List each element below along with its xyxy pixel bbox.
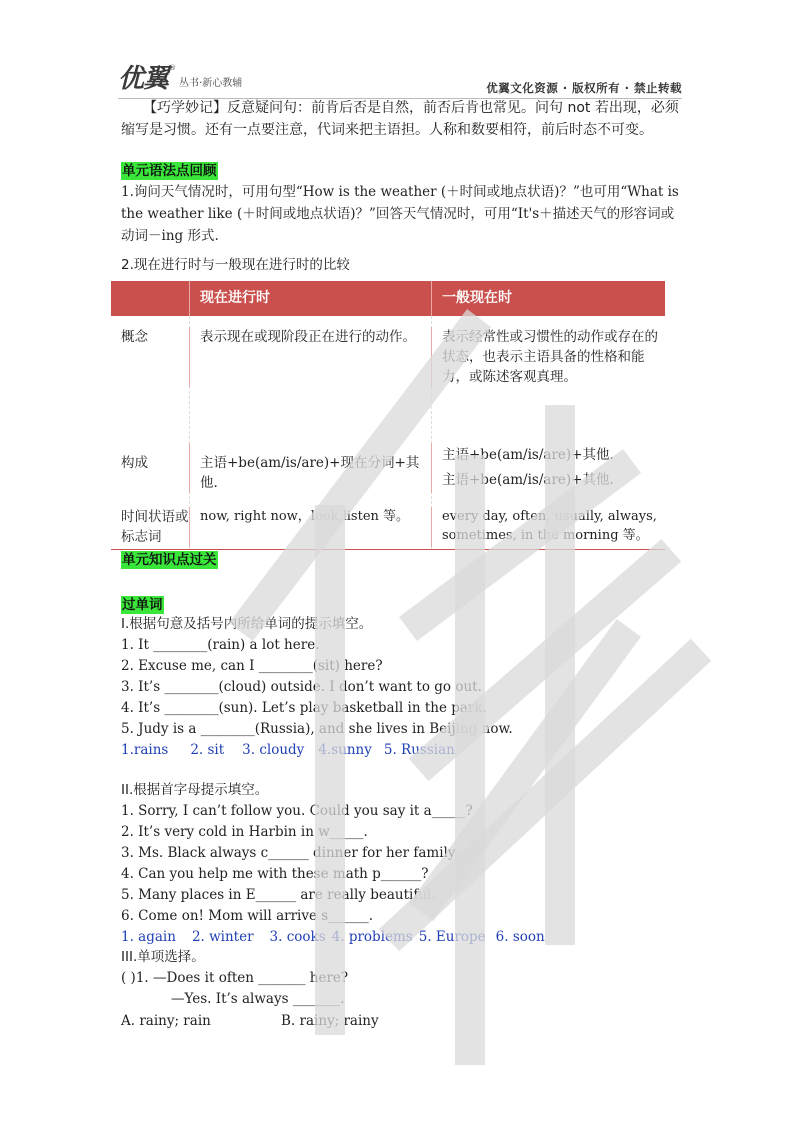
answer: 2. sit: [190, 742, 225, 758]
question-line: ( )1. —Does it often _______ here?: [121, 970, 349, 986]
exercise-item: 1. Sorry, I can’t follow you. Could you say it a_____?: [121, 803, 473, 819]
answer-key: [121, 740, 681, 761]
grammar-heading: 单元语法点回顾: [122, 163, 217, 179]
tense-comparison-table: [111, 281, 665, 545]
exercise-item: 3. It’s ________(cloud) outside. I don’t want to go out.: [121, 679, 482, 695]
cell-continuous-structure: 主语+be(am/is/are)+现在分词+其他.: [189, 443, 431, 493]
answer: 5. Russian: [383, 742, 455, 758]
exercise-part-1: [121, 614, 681, 761]
question-answer-line: —Yes. It’s always _______.: [171, 991, 345, 1007]
answer: 5. Europe: [418, 929, 486, 945]
knowledge-heading: 单元知识点过关: [122, 552, 217, 568]
vocabulary-section: [121, 594, 681, 616]
exercise-item: 4. Can you help me with these math p______?: [121, 866, 429, 882]
answer: 3. cloudy: [242, 742, 305, 758]
exercise-part-2: [121, 780, 681, 948]
cell-continuous-concept: 表示现在或现阶段正在进行的动作。: [189, 327, 431, 387]
exercise-item: 5. Many places in E______ are really beautiful.: [121, 887, 436, 903]
memory-tip: [121, 97, 681, 141]
row-label-time-markers: 时间状语或标志词: [121, 509, 189, 545]
exercise-item: 1. It ________(rain) a lot here.: [121, 637, 320, 653]
table-header-row: [111, 281, 665, 316]
answer: 2. winter: [191, 929, 254, 945]
cell-simple-concept: 表示经常性或习惯性的动作或存在的状态，也表示主语具备的性格和能力，或陈述客观真理。: [431, 327, 665, 387]
table-header-simple-present: 一般现在时: [431, 281, 665, 316]
answer: 6. soon: [495, 929, 545, 945]
answer: 1. again: [121, 929, 176, 945]
vocabulary-heading: 过单词: [122, 597, 163, 613]
table-header-present-continuous: 现在进行时: [189, 281, 431, 316]
exercise-item: 3. Ms. Black always c______ dinner for her family.: [121, 845, 458, 861]
row-label-structure: 构成: [121, 455, 148, 471]
table-row: [111, 507, 665, 547]
option-a: A. rainy; rain: [121, 1013, 211, 1029]
exercise-item: 6. Come on! Mom will arrive s______.: [121, 908, 373, 924]
publisher-logo: [118, 66, 242, 92]
option-b: B. rainy; rainy: [281, 1013, 379, 1029]
table-row: [111, 327, 665, 387]
part-1-title: I.根据句意及括号内所给单词的提示填空。: [121, 616, 373, 632]
registered-mark: ®: [169, 64, 177, 72]
logo-mark: 优翼: [118, 64, 169, 94]
copyright-notice: 优翼文化资源 · 版权所有 · 禁止转载: [486, 81, 682, 95]
exercise-item: 2. It’s very cold in Harbin in w_____.: [121, 824, 368, 840]
answer: 1.rains: [121, 742, 169, 758]
answer: 4.sunny: [318, 742, 372, 758]
exercise-part-3: [121, 947, 681, 1032]
table-row: [111, 443, 665, 493]
grammar-point-2: 2.现在进行时与一般现在进行时的比较: [121, 257, 350, 273]
exercise-item: 2. Excuse me, can I ________(sit) here?: [121, 658, 383, 674]
part-3-title: III.单项选择。: [121, 949, 205, 965]
part-2-title: II.根据首字母提示填空。: [121, 782, 269, 798]
row-label-concept: 概念: [121, 329, 148, 345]
exercise-item: 4. It’s ________(sun). Let’s play basketball in the park.: [121, 700, 487, 716]
grammar-section: [121, 160, 681, 182]
exercise-item: 5. Judy is a ________(Russia), and she lives in Beijing now.: [121, 721, 513, 737]
option-row: [121, 1011, 681, 1032]
cell-simple-markers: every day, often, usually, always, sometimes, in the morning 等。: [431, 507, 665, 547]
table-header-blank: [111, 281, 189, 316]
answer-key: [121, 927, 681, 948]
cell-simple-structure: 主语+be(am/is/are)+其他. 主语+be(am/is/are)+其他.: [431, 443, 665, 493]
answer: 4. problems: [331, 929, 413, 945]
memory-tip-text: 【巧学妙记】反意疑问句：前肯后否是自然，前否后肯也常见。问句 not 若出现，必须缩写是习惯。还有一点要注意，代词来把主语担。人称和数要相符，前后时态不可变。: [121, 100, 679, 138]
question-line: [121, 989, 681, 1010]
grammar-point-1: 1.询问天气情况时，可用句型“How is the weather (＋时间或地点状语)？”也可用“What is the weather like (＋时间或地点状语)？”回答天气情况时，可用“It's＋描述天气的形容词或动词－ing 形式.: [121, 184, 679, 244]
logo-subtitle: 丛书·新心教辅: [179, 78, 243, 89]
knowledge-section: [121, 549, 681, 571]
answer: 3. cooks: [269, 929, 326, 945]
cell-continuous-markers: now, right now，look,listen 等。: [189, 507, 431, 547]
